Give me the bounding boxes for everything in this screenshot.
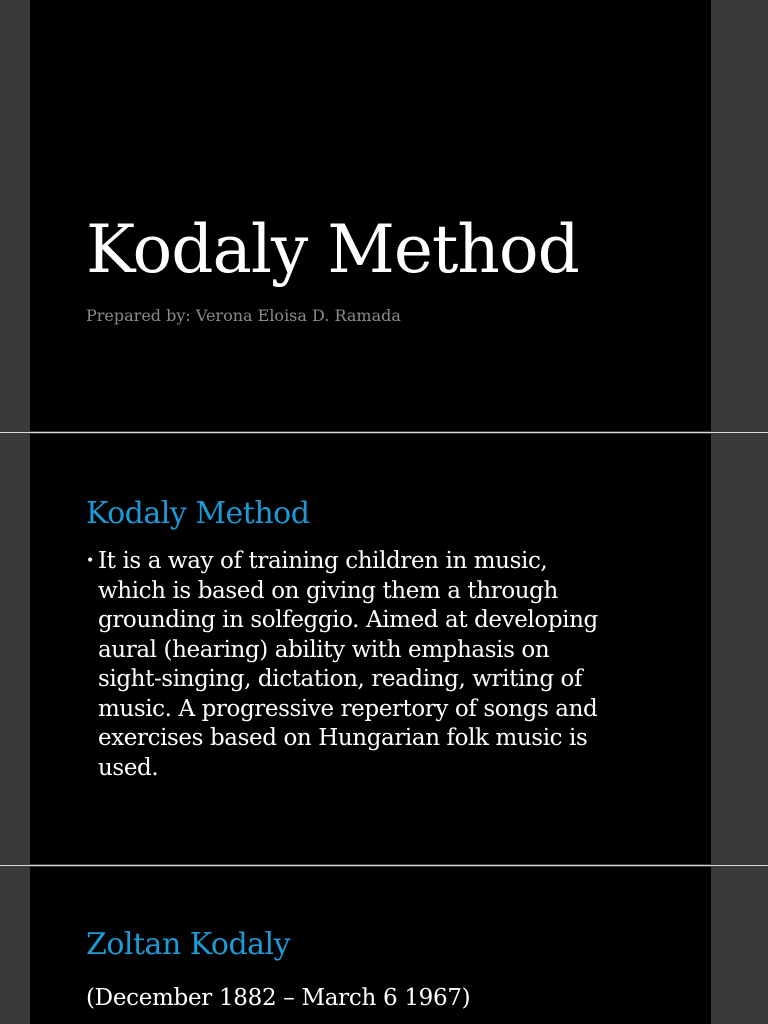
slide-3-biography xyxy=(30,867,711,1024)
presentation-title: Kodaly Method xyxy=(86,211,579,288)
bullet-list xyxy=(86,547,606,783)
slide-heading: Kodaly Method xyxy=(86,496,310,531)
slide-2-definition xyxy=(30,434,711,864)
bullet-icon: • xyxy=(86,553,94,569)
slide-heading: Zoltan Kodaly xyxy=(86,927,291,962)
bullet-text: It is a way of training children in music, which is based on giving them a through grounding in solfeggio. Aimed at developing aural (hearing) ability with emphasis on sight-singing, dictation, reading, writing of music. A progressive repertory of songs and exercises based on Hungarian folk music is used. xyxy=(98,548,598,781)
slide-1-title xyxy=(30,0,711,431)
life-dates: (December 1882 – March 6 1967) xyxy=(86,985,471,1011)
presenter-credit: Prepared by: Verona Eloisa D. Ramada xyxy=(86,306,401,325)
bullet-item xyxy=(86,547,606,783)
